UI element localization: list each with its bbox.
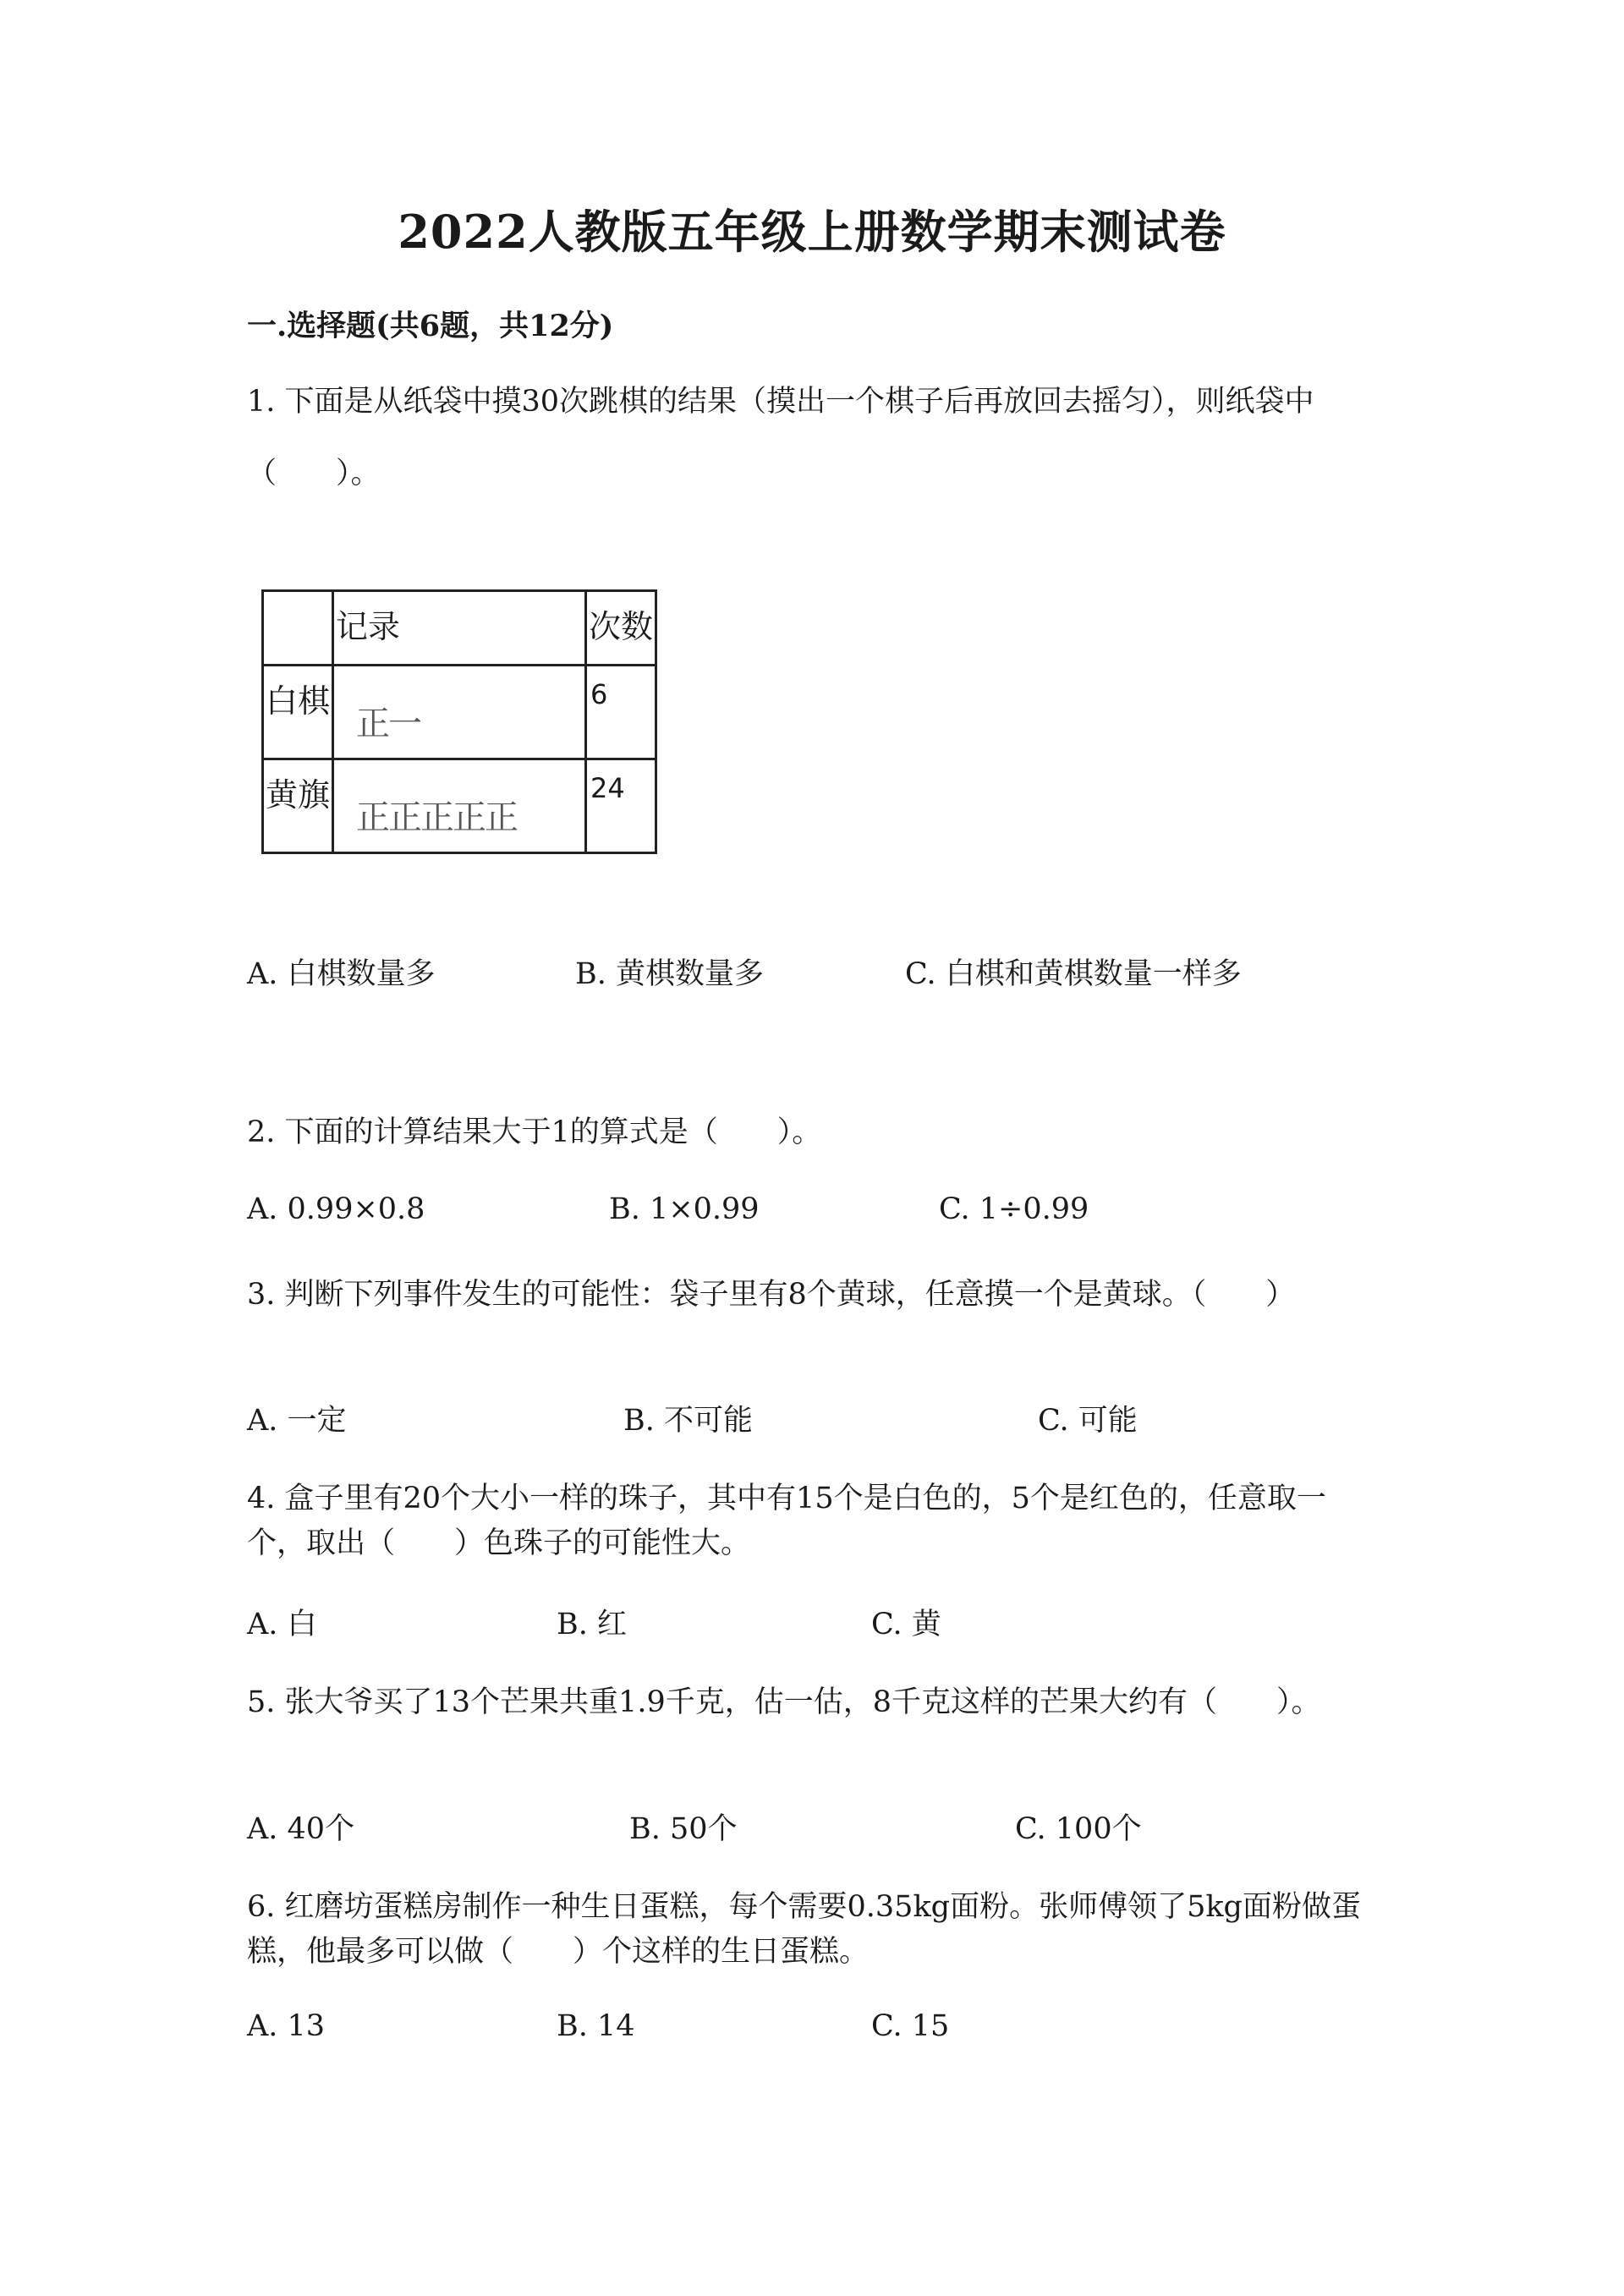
- option-a[interactable]: A. 40个: [247, 1812, 355, 1846]
- option-a[interactable]: A. 13: [247, 2009, 326, 2043]
- table-row: [263, 666, 656, 759]
- question-5-text: 5. 张大爷买了13个芒果共重1.9千克，估一估，8千克这样的芒果大约有（ ）。: [247, 1685, 1321, 1719]
- option-b[interactable]: B. 不可能: [623, 1404, 753, 1438]
- option-b[interactable]: B. 50个: [629, 1812, 738, 1846]
- question-1-text: 1. 下面是从纸袋中摸30次跳棋的结果（摸出一个棋子后再放回去摇匀），则纸袋中（ ）。: [247, 385, 1314, 490]
- tally-marks: 正一: [333, 666, 586, 759]
- table-header-cell: 记录: [333, 591, 586, 666]
- question-5-options: [247, 1806, 1431, 1848]
- option-c[interactable]: C. 白棋和黄棋数量一样多: [905, 957, 1242, 991]
- option-a[interactable]: A. 白棋数量多: [247, 957, 436, 991]
- table-row: [263, 759, 656, 853]
- option-c[interactable]: C. 100个: [1015, 1812, 1142, 1846]
- option-a[interactable]: A. 白: [247, 1608, 317, 1641]
- option-b[interactable]: B. 黄棋数量多: [575, 957, 764, 991]
- option-b[interactable]: B. 1×0.99: [609, 1192, 760, 1226]
- option-b[interactable]: B. 红: [557, 1608, 627, 1641]
- table-header-cell: 次数: [586, 591, 656, 666]
- option-a[interactable]: A. 一定: [247, 1404, 347, 1438]
- tally-marks: 正正正正正: [333, 759, 586, 853]
- row-count: 24: [586, 759, 656, 853]
- question-6-options: [247, 2009, 1431, 2052]
- option-c[interactable]: C. 1÷0.99: [939, 1192, 1089, 1226]
- row-label: 黄旗: [263, 759, 333, 853]
- section-heading: 一.选择题(共6题，共12分): [247, 309, 614, 343]
- question-6-text: 6. 红磨坊蛋糕房制作一种生日蛋糕，每个需要0.35kg面粉。张师傅领了5kg面粉做蛋糕，他最多可以做（ ）个这样的生日蛋糕。: [247, 1890, 1361, 1969]
- row-label: 白棋: [263, 666, 333, 759]
- tally-table: [261, 589, 657, 854]
- question-1-options: [247, 951, 1431, 993]
- question-4-text: 4. 盒子里有20个大小一样的珠子，其中有15个是白色的，5个是红色的，任意取一个，取出（ ）色珠子的可能性大。: [247, 1482, 1326, 1560]
- page-title: 2022人教版五年级上册数学期末测试卷: [398, 205, 1226, 259]
- question-2-options: [247, 1192, 1431, 1235]
- option-c[interactable]: C. 黄: [871, 1608, 941, 1641]
- option-c[interactable]: C. 可能: [1038, 1404, 1138, 1438]
- table-header-cell: [263, 591, 333, 666]
- option-c[interactable]: C. 15: [871, 2009, 950, 2043]
- question-4-options: [247, 1601, 1431, 1643]
- table-header-row: [263, 591, 656, 666]
- row-count: 6: [586, 666, 656, 759]
- option-a[interactable]: A. 0.99×0.8: [247, 1192, 425, 1226]
- question-3-text: 3. 判断下列事件发生的可能性：袋子里有8个黄球，任意摸一个是黄球。（ ）: [247, 1278, 1296, 1312]
- option-b[interactable]: B. 14: [557, 2009, 635, 2043]
- question-3-options: [247, 1397, 1431, 1439]
- question-2-text: 2. 下面的计算结果大于1的算式是（ ）。: [247, 1115, 822, 1149]
